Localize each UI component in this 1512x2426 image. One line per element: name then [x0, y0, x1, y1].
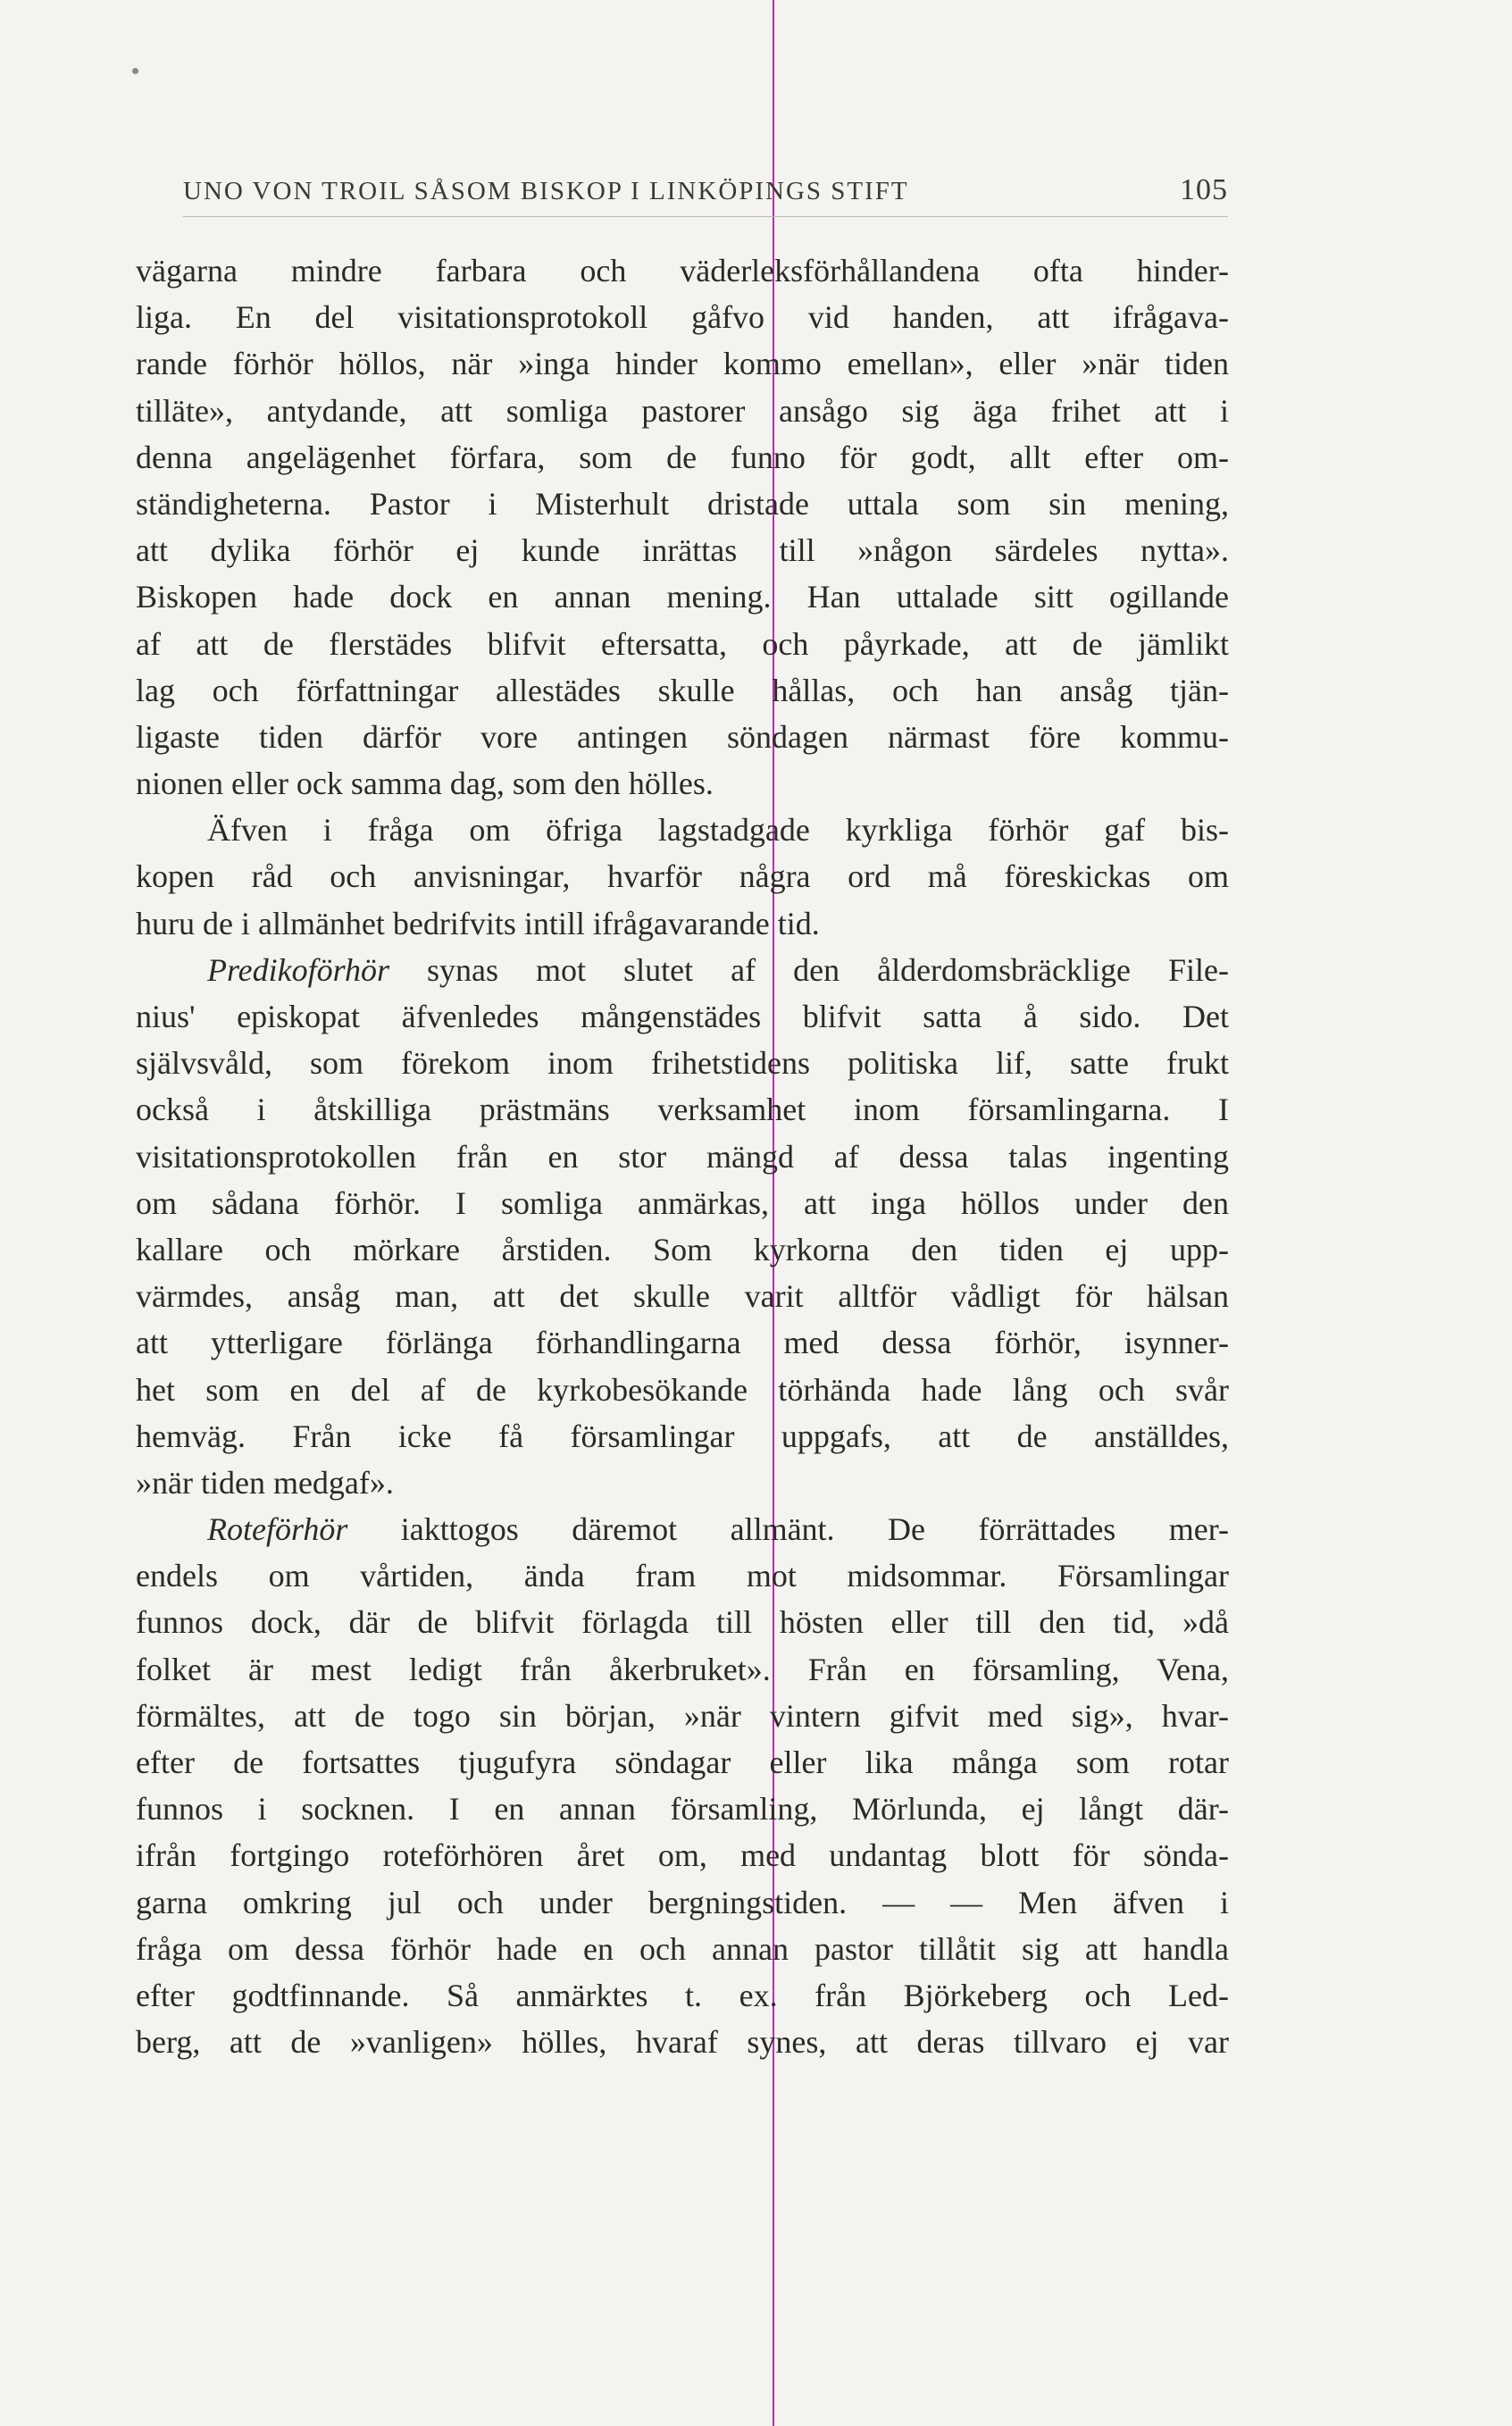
text-line-rest: iakttogos däremot allmänt. De förrättades mer- [347, 1511, 1229, 1548]
text-line: berg, att de »vanligen» hölles, hvaraf synes, att deras tillvaro ej var [136, 2024, 1229, 2061]
text-line: folket är mest ledigt från åkerbruket». Från en församling, Vena, [136, 1651, 1229, 1687]
page-header [183, 173, 1228, 218]
text-line: tilläte», antydande, att somliga pastorer ansågo sig äga frihet att i [136, 392, 1229, 429]
text-line: efter de fortsattes tjugufyra söndagar eller lika många som rotar [136, 1744, 1229, 1780]
text-line: ligaste tiden därför vore antingen söndagen närmast före kommu- [136, 718, 1229, 755]
text-line: ifrån fortgingo roteförhören året om, med undantag blott för sönda- [136, 1837, 1229, 1874]
text-line: funnos dock, där de blifvit förlagda till hösten eller till den tid, »då [136, 1604, 1229, 1641]
text-line: nionen eller ock samma dag, som den hölles. [136, 765, 714, 802]
text-line: fråga om dessa förhör hade en och annan pastor tillåtit sig att handla [136, 1930, 1229, 1967]
text-line: Äfven i fråga om öfriga lagstadgade kyrkliga förhör gaf bis- [207, 812, 1229, 849]
text-line: vägarna mindre farbara och väderleksförhållandena ofta hinder- [136, 253, 1229, 289]
text-line: endels om vårtiden, ända fram mot midsommar. Församlingar [136, 1558, 1229, 1594]
header-rule [183, 216, 1228, 217]
text-line-rest: synas mot slutet af den ålderdomsbräcklige File- [389, 951, 1229, 988]
running-title: UNO VON TROIL SÅSOM BISKOP I LINKÖPINGS STIFT [183, 177, 909, 205]
text-line: kopen råd och anvisningar, hvarför några ord må föreskickas om [136, 858, 1229, 895]
text-line: värmdes, ansåg man, att det skulle varit alltför vådligt för hälsan [136, 1278, 1229, 1315]
text-line: denna angelägenhet förfara, som de funno för godt, allt efter om- [136, 439, 1229, 475]
text-line [136, 947, 1229, 993]
text-line: huru de i allmänhet bedrifvits intill ifrågavarande tid. [136, 905, 820, 941]
text-line: het som en del af de kyrkobesökande törhända hade lång och svår [136, 1371, 1229, 1408]
text-line: efter godtfinnande. Så anmärktes t. ex. från Björkeberg och Led- [136, 1977, 1229, 2013]
text-line: rande förhör höllos, när »inga hinder kommo emellan», eller »när tiden [136, 346, 1229, 382]
text-line: förmältes, att de togo sin början, »när vintern gifvit med sig», hvar- [136, 1697, 1229, 1734]
text-line: självsvåld, som förekom inom frihetstidens politiska lif, satte frukt [136, 1045, 1229, 1082]
text-line: ständigheterna. Pastor i Misterhult dristade uttala som sin mening, [136, 485, 1229, 522]
text-line: »när tiden medgaf». [136, 1464, 394, 1501]
text-line: kallare och mörkare årstiden. Som kyrkorna den tiden ej upp- [136, 1231, 1229, 1267]
italic-term: Roteförhör [207, 1511, 348, 1548]
page-number: 105 [1180, 173, 1228, 206]
page-speck [132, 68, 138, 74]
text-line: Biskopen hade dock en annan mening. Han uttalade sitt ogillande [136, 579, 1229, 615]
body-text [136, 247, 1229, 2065]
text-line: att dylika förhör ej kunde inrättas till »någon särdeles nytta». [136, 532, 1229, 569]
text-line [136, 1506, 1229, 1552]
text-line: också i åtskilliga prästmäns verksamhet inom församlingarna. I [136, 1092, 1229, 1128]
text-line: visitationsprotokollen från en stor mängd af dessa talas ingenting [136, 1138, 1229, 1175]
text-line: nius' episkopat äfvenledes mångenstädes blifvit satta å sido. Det [136, 999, 1229, 1034]
text-line: om sådana förhör. I somliga anmärkas, att inga höllos under den [136, 1184, 1229, 1221]
text-line: att ytterligare förlänga förhandlingarna med dessa förhör, isynner- [136, 1325, 1229, 1361]
text-line: funnos i socknen. I en annan församling, Mörlunda, ej långt där- [136, 1791, 1229, 1828]
text-line: liga. En del visitationsprotokoll gåfvo vid handen, att ifrågava- [136, 299, 1229, 336]
text-line: af att de flerstädes blifvit eftersatta, och påyrkade, att de jämlikt [136, 625, 1229, 662]
italic-term: Predikoförhör [207, 951, 389, 988]
text-line: garna omkring jul och under bergningstiden. — — Men äfven i [136, 1884, 1229, 1920]
text-line: lag och författningar allestädes skulle hållas, och han ansåg tjän- [136, 672, 1229, 708]
text-line: hemväg. Från icke få församlingar uppgafs, att de anställdes, [136, 1418, 1229, 1454]
